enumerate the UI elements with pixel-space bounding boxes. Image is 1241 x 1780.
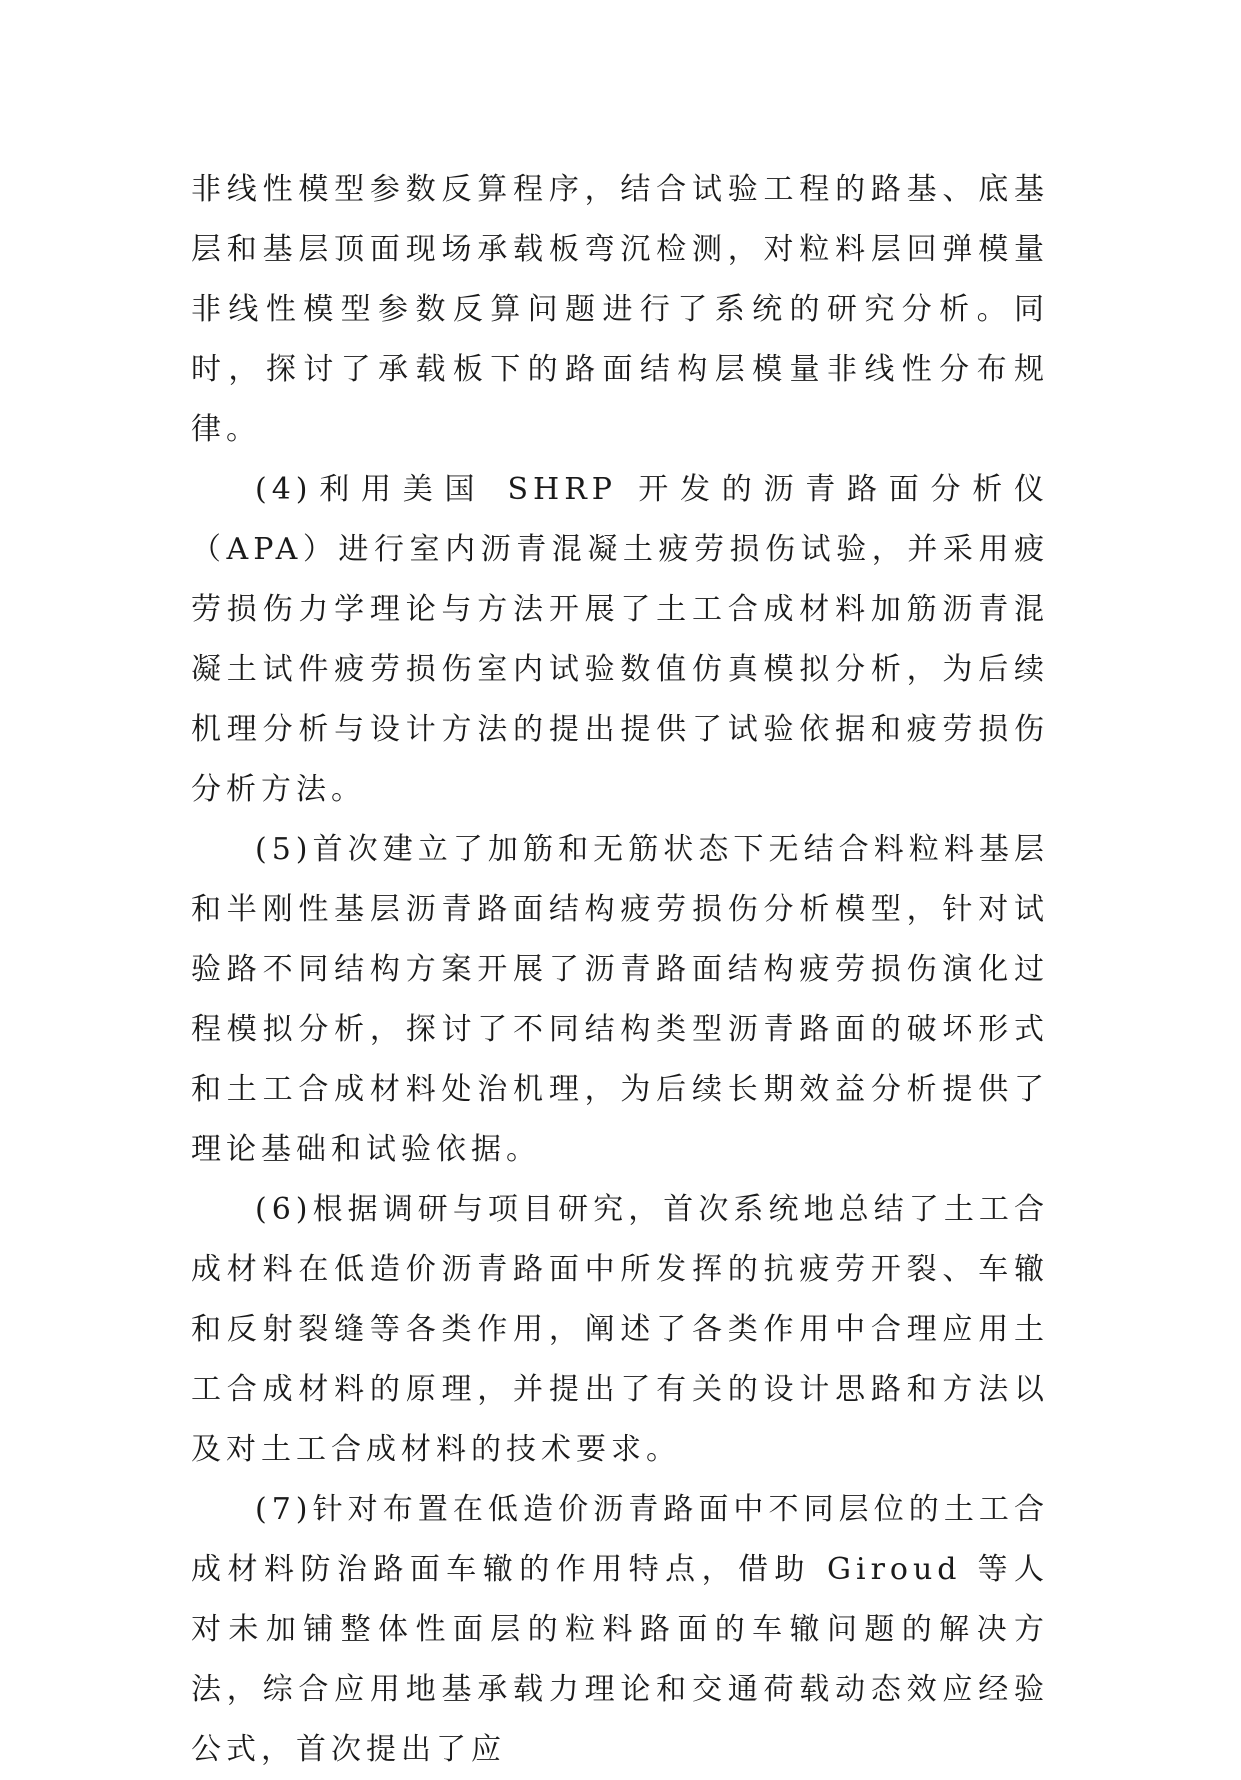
paragraph-item-5: (5)首次建立了加筋和无筋状态下无结合料粒料基层和半刚性基层沥青路面结构疲劳损伤分析模型，针对试验路不同结构方案开展了沥青路面结构疲劳损伤演化过程模拟分析，探讨了不同结构类型沥青路面的破坏形式和土工合成材料处治机理，为后续长期效益分析提供了理论基础和试验依据。 <box>191 832 1049 1167</box>
paragraph-item-4: (4)利用美国 SHRP 开发的沥青路面分析仪（APA）进行室内沥青混凝土疲劳损伤试验，并采用疲劳损伤力学理论与方法开展了土工合成材料加筋沥青混凝土试件疲劳损伤室内试验数值仿真模拟分析，为后续机理分析与设计方法的提出提供了试验依据和疲劳损伤分析方法。 <box>191 472 1049 807</box>
paragraph-continuation: 非线性模型参数反算程序，结合试验工程的路基、底基层和基层顶面现场承载板弯沉检测，对粒料层回弹模量非线性模型参数反算问题进行了系统的研究分析。同时，探讨了承载板下的路面结构层模量非线性分布规律。 <box>191 172 1049 447</box>
paragraph-item-7: (7)针对布置在低造价沥青路面中不同层位的土工合成材料防治路面车辙的作用特点，借助 Giroud 等人对未加铺整体性面层的粒料路面的车辙问题的解决方法，综合应用地基承载力理论和交通荷载动态效应经验公式，首次提出了应 <box>191 1492 1049 1767</box>
body-text <box>191 160 1049 1780</box>
paragraph-item-6: (6)根据调研与项目研究，首次系统地总结了土工合成材料在低造价沥青路面中所发挥的抗疲劳开裂、车辙和反射裂缝等各类作用，阐述了各类作用中合理应用土工合成材料的原理，并提出了有关的设计思路和方法以及对土工合成材料的技术要求。 <box>191 1192 1049 1467</box>
